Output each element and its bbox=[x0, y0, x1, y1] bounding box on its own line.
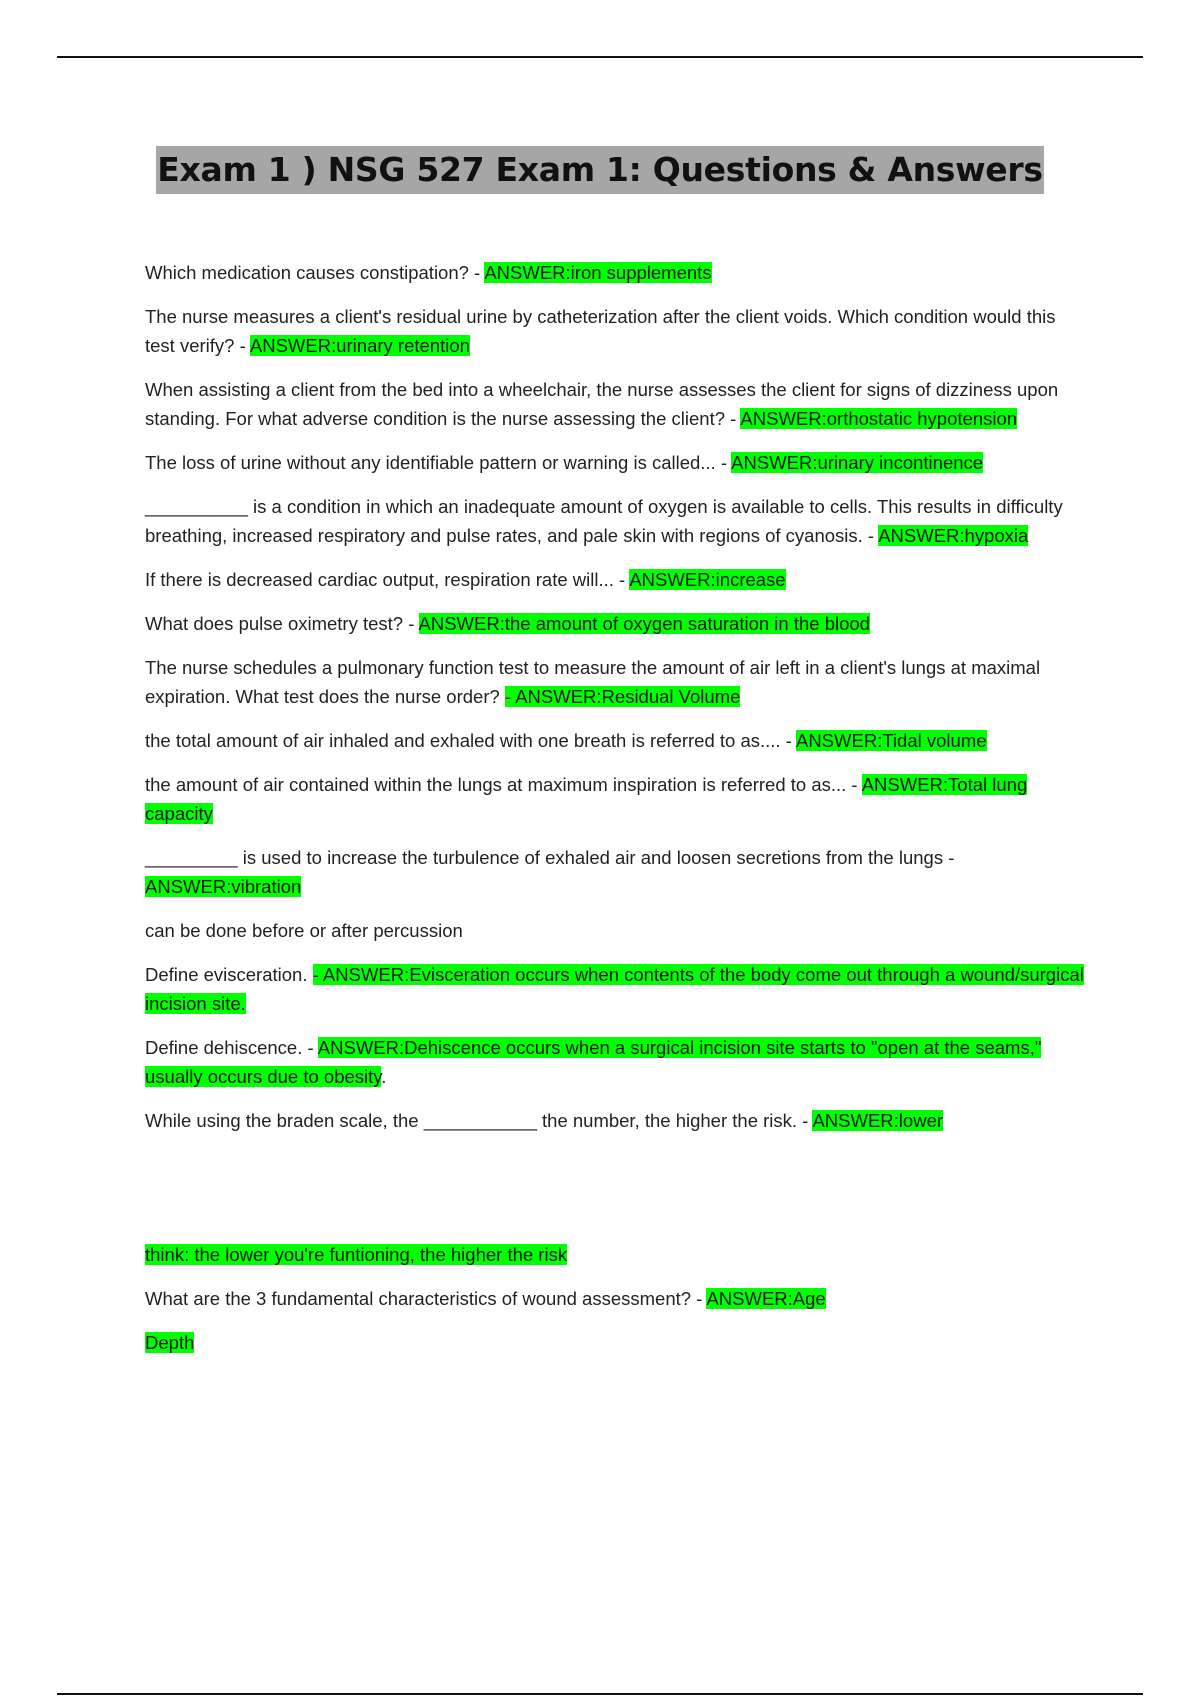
question-text: The nurse schedules a pulmonary function test to measure the amount of air left in a client's lungs at maximal expiration. What test does the nurse order? bbox=[145, 657, 1041, 707]
answer-highlight: ANSWER:vibration bbox=[145, 876, 302, 897]
qa-item bbox=[145, 448, 1090, 477]
answer-highlight: ANSWER:hypoxia bbox=[878, 525, 1029, 546]
qa-item bbox=[145, 843, 1090, 901]
question-text: __________ is a condition in which an inadequate amount of oxygen is available to cells. This results in difficulty breathing, increased respiratory and pulse rates, and pale skin with regions of cyanosis. - bbox=[145, 496, 1063, 546]
question-text: What does pulse oximetry test? - bbox=[145, 613, 419, 634]
qa-item bbox=[145, 258, 1090, 287]
qa-item bbox=[145, 1033, 1090, 1091]
document-title: Exam 1 ) NSG 527 Exam 1: Questions & Answers bbox=[156, 146, 1043, 194]
question-text: While using the braden scale, the ___________ the number, the higher the risk. - bbox=[145, 1110, 813, 1131]
answer-highlight: ANSWER:urinary incontinence bbox=[731, 452, 984, 473]
qa-item bbox=[145, 492, 1090, 550]
answer-highlight: - ANSWER:Evisceration occurs when contents of the body come out through a wound/surgical incision site. bbox=[145, 964, 1084, 1014]
question-text: the total amount of air inhaled and exhaled with one breath is referred to as.... - bbox=[145, 730, 796, 751]
answer-highlight: ANSWER:increase bbox=[629, 569, 786, 590]
answer-highlight: ANSWER:the amount of oxygen saturation in the blood bbox=[418, 613, 870, 634]
answer-highlight: think: the lower you're funtioning, the higher the risk bbox=[145, 1244, 568, 1265]
qa-item bbox=[145, 375, 1090, 433]
trailing-text: . bbox=[381, 1066, 387, 1087]
answer-highlight: ANSWER:iron supplements bbox=[484, 262, 712, 283]
question-text: When assisting a client from the bed into a wheelchair, the nurse assesses the client for signs of dizziness upon standing. For what adverse condition is the nurse assessing the client? - bbox=[145, 379, 1059, 429]
qa-item bbox=[145, 653, 1090, 711]
qa-item bbox=[145, 1284, 1090, 1313]
question-text: can be done before or after percussion bbox=[145, 920, 463, 941]
answer-highlight: ANSWER:lower bbox=[812, 1110, 944, 1131]
answer-highlight: ANSWER:Age bbox=[706, 1288, 826, 1309]
qa-item bbox=[145, 609, 1090, 638]
qa-item bbox=[145, 302, 1090, 360]
qa-item bbox=[145, 1106, 1090, 1135]
qa-item bbox=[145, 960, 1090, 1018]
answer-highlight: Depth bbox=[145, 1332, 195, 1353]
qa-list bbox=[145, 258, 1090, 1372]
title-container bbox=[0, 146, 1200, 194]
answer-highlight: - ANSWER:Residual Volume bbox=[504, 686, 741, 707]
answer-highlight: ANSWER:Dehiscence occurs when a surgical incision site starts to "open at the seams," usually occurs due to obesity bbox=[145, 1037, 1042, 1087]
question-text: Define evisceration. bbox=[145, 964, 313, 985]
answer-highlight: ANSWER:Total lung capacity bbox=[145, 774, 1028, 824]
bottom-divider bbox=[57, 1693, 1143, 1695]
question-text: What are the 3 fundamental characteristics of wound assessment? - bbox=[145, 1288, 707, 1309]
qa-item bbox=[145, 1240, 1090, 1269]
question-text: If there is decreased cardiac output, respiration rate will... - bbox=[145, 569, 630, 590]
answer-highlight: ANSWER:Tidal volume bbox=[795, 730, 987, 751]
question-text: the amount of air contained within the lungs at maximum inspiration is referred to as... - bbox=[145, 774, 862, 795]
answer-highlight: ANSWER:urinary retention bbox=[249, 335, 470, 356]
question-text: Define dehiscence. - bbox=[145, 1037, 318, 1058]
question-text: The loss of urine without any identifiable pattern or warning is called... - bbox=[145, 452, 732, 473]
answer-highlight: ANSWER:orthostatic hypotension bbox=[740, 408, 1018, 429]
question-text: Which medication causes constipation? - bbox=[145, 262, 485, 283]
top-divider bbox=[57, 56, 1143, 58]
qa-item bbox=[145, 726, 1090, 755]
qa-item bbox=[145, 770, 1090, 828]
qa-item bbox=[145, 565, 1090, 594]
qa-item bbox=[145, 916, 1090, 945]
qa-item bbox=[145, 1328, 1090, 1357]
blank-space bbox=[145, 1150, 1090, 1240]
question-text: _________ is used to increase the turbulence of exhaled air and loosen secretions from the lungs - bbox=[145, 847, 955, 868]
question-text: The nurse measures a client's residual urine by catheterization after the client voids. Which condition would this test verify? - bbox=[145, 306, 1056, 356]
